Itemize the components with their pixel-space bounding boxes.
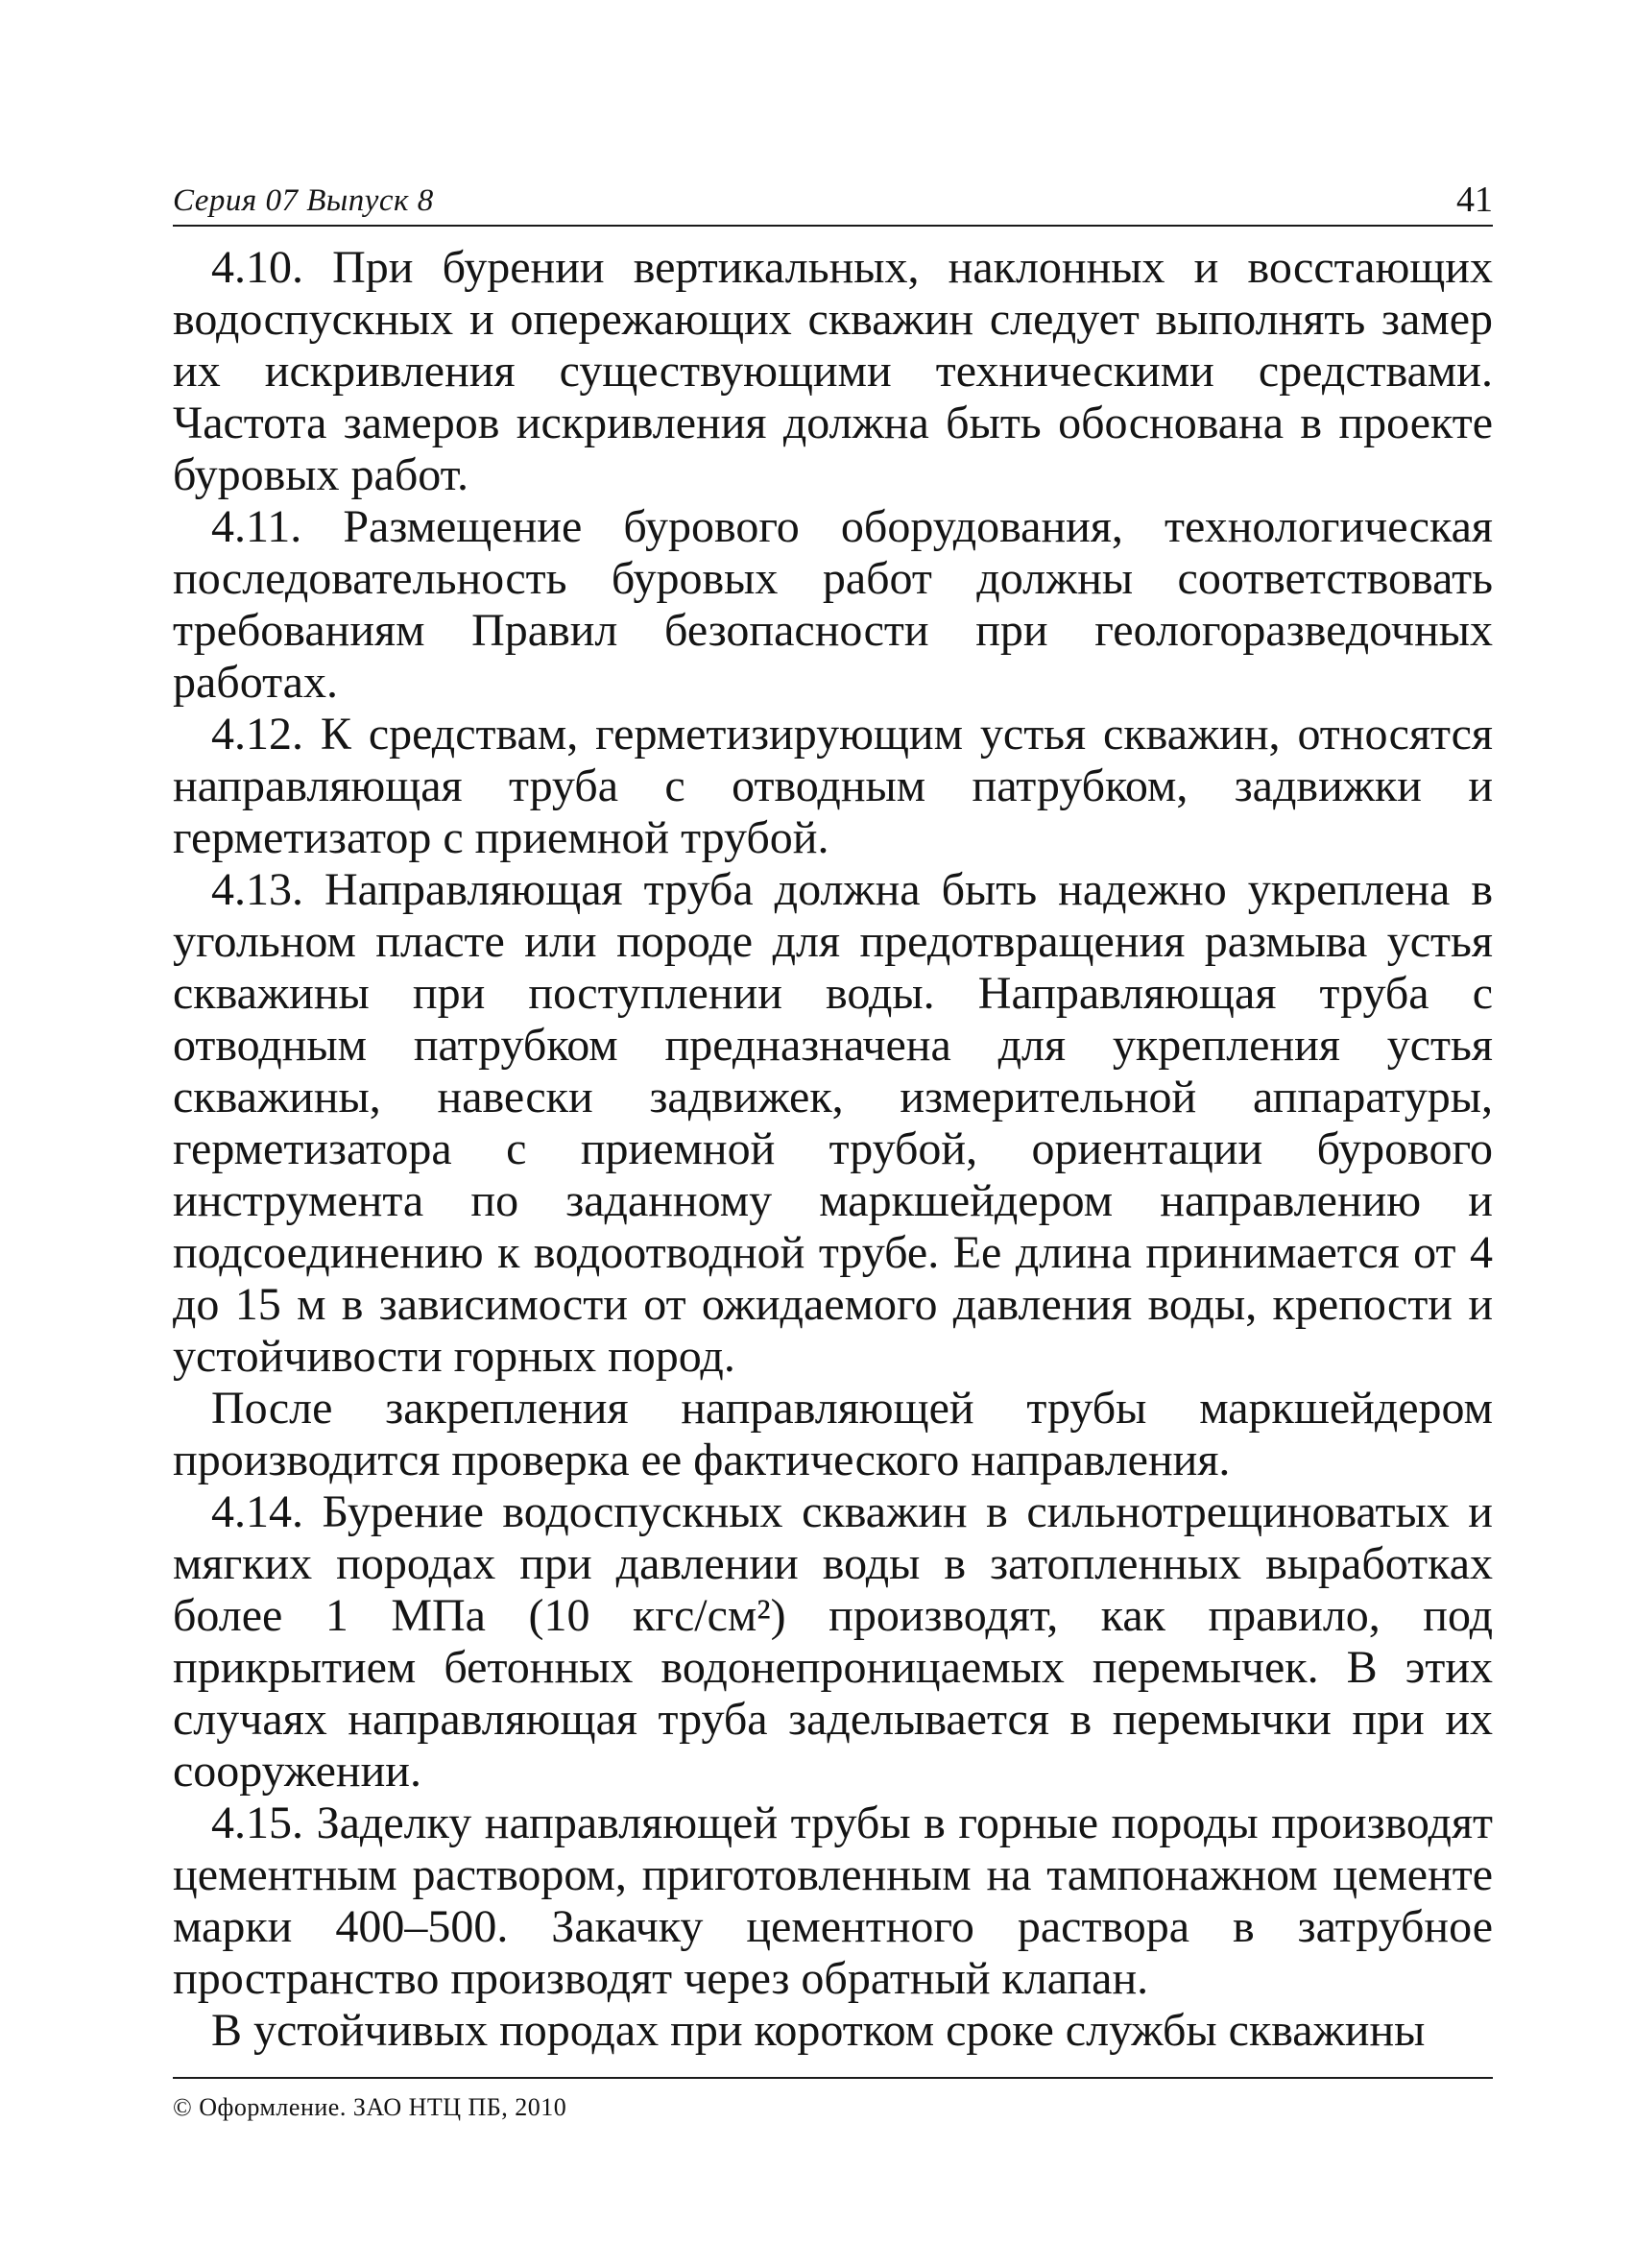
paragraph-4-11: 4.11. Размещение бурового оборудования, технологическая последовательность буровых работ должны соответствовать требованиям Правил безопасности при геологоразведочных работах. — [173, 501, 1493, 708]
running-header — [173, 171, 1493, 227]
paragraph-surveyor-check: После закрепления направляющей трубы маркшейдером производится проверка ее фактического направления. — [173, 1383, 1493, 1485]
footer-rule — [173, 2077, 1493, 2079]
paragraph-4-10: 4.10. При бурении вертикальных, наклонных и восстающих водоспускных и опережающих скважин следует выполнять замер их искривления существующими техническими средствами. Частота замеров искривления должна быть обоснована в проекте буровых работ. — [173, 242, 1493, 500]
series-label: Серия 07 Выпуск 8 — [173, 183, 434, 218]
paragraph-4-15: 4.15. Заделку направляющей трубы в горные породы производят цементным раствором, приготовленным на тампонажном цементе марки 400–500. Закачку цементного раствора в затрубное пространство производят через обратный клапан. — [173, 1798, 1493, 2004]
copyright-footer: © Оформление. ЗАО НТЦ ПБ, 2010 — [173, 2093, 567, 2121]
paragraph-4-13: 4.13. Направляющая труба должна быть надежно укреплена в угольном пласте или породе для предотвращения размыва устья скважины при поступлении воды. Направляющая труба с отводным патрубком предназначена для укрепления устья скважины, навески задвижек, измерительной аппаратуры, герметизатора с приемной трубой, ориентации бурового инструмента по заданному маркшейдером направлению и подсоединению к водоотводной трубе. Ее длина принимается от 4 до 15 м в зависимости от ожидаемого давления воды, крепости и устойчивости горных пород. — [173, 864, 1493, 1382]
paragraph-4-14: 4.14. Бурение водоспускных скважин в сильнотрещиноватых и мягких породах при давлении воды в затопленных выработках более 1 МПа (10 кгс/см²) производят, как правило, под прикрытием бетонных водонепроницаемых перемычек. В этих случаях направляющая труба заделывается в перемычки при их сооружении. — [173, 1486, 1493, 1797]
paragraph-stable-rocks: В устойчивых породах при коротком сроке службы скважины — [211, 2005, 1426, 2056]
page-number: 41 — [1456, 180, 1493, 220]
paragraph-4-12: 4.12. К средствам, герметизирующим устья скважин, относятся направляющая труба с отводным патрубком, задвижки и герметизатор с приемной трубой. — [173, 709, 1493, 863]
body-text — [173, 242, 1493, 2057]
